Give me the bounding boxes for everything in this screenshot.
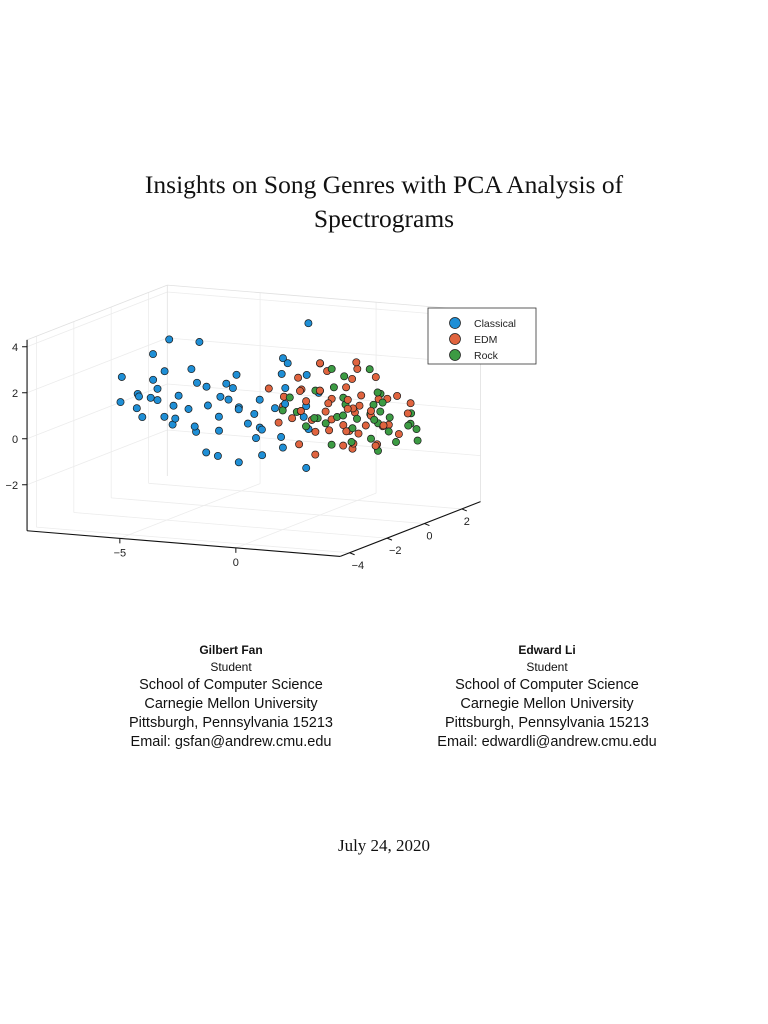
author-location: Pittsburgh, Pennsylvania 15213	[129, 715, 333, 731]
data-point-edm	[362, 422, 369, 429]
data-point-classical	[166, 336, 173, 343]
x-tick-label: 0	[232, 556, 239, 569]
y-tick-label: 0	[426, 530, 433, 543]
box-edge	[27, 285, 167, 340]
data-point-classical	[282, 400, 289, 407]
grid-line	[167, 430, 480, 456]
data-point-classical	[244, 420, 251, 427]
data-point-classical	[193, 379, 200, 386]
data-point-classical	[256, 396, 263, 403]
data-point-classical	[139, 414, 146, 421]
data-point-classical	[284, 360, 291, 367]
data-point-edm	[349, 375, 356, 382]
data-point-rock	[414, 437, 421, 444]
author-location: Pittsburgh, Pennsylvania 15213	[445, 715, 649, 731]
data-point-edm	[344, 396, 351, 403]
data-point-classical	[175, 392, 182, 399]
data-point-classical	[154, 397, 161, 404]
data-point-classical	[251, 410, 258, 417]
data-point-classical	[147, 394, 154, 401]
data-point-rock	[374, 389, 381, 396]
data-point-rock	[386, 414, 393, 421]
data-point-rock	[328, 365, 335, 372]
data-point-classical	[259, 452, 266, 459]
grid-line	[27, 430, 167, 485]
author-email[interactable]: Email: gsfan@andrew.cmu.edu	[130, 734, 332, 750]
y-tick-label: 2	[463, 515, 470, 528]
data-point-classical	[217, 393, 224, 400]
z-tick-label: 2	[11, 387, 19, 400]
data-point-classical	[215, 427, 222, 434]
data-point-classical	[203, 383, 210, 390]
data-point-edm	[295, 374, 302, 381]
data-point-edm	[380, 422, 387, 429]
data-point-classical	[214, 452, 221, 459]
data-point-edm	[289, 415, 296, 422]
data-point-edm	[316, 387, 323, 394]
data-point-classical	[135, 393, 142, 400]
data-point-edm	[358, 392, 365, 399]
data-point-edm	[312, 428, 319, 435]
data-point-rock	[392, 438, 399, 445]
title-line-2: Spectrograms	[313, 204, 455, 233]
data-point-classical	[118, 373, 125, 380]
x-tick-label: −5	[113, 547, 127, 560]
data-point-edm	[312, 451, 319, 458]
data-point-classical	[150, 376, 157, 383]
data-point-edm	[343, 384, 350, 391]
data-point-classical	[196, 338, 203, 345]
data-point-classical	[223, 380, 230, 387]
data-point-rock	[341, 373, 348, 380]
data-point-classical	[170, 402, 177, 409]
data-point-classical	[279, 444, 286, 451]
author-block-2	[397, 642, 697, 752]
grid-line	[27, 384, 167, 439]
y-axis	[340, 502, 480, 557]
data-point-classical	[252, 435, 259, 442]
data-point-classical	[215, 413, 222, 420]
data-point-classical	[225, 396, 232, 403]
data-point-classical	[204, 402, 211, 409]
grid-line	[27, 292, 167, 347]
author-role: Student	[526, 660, 568, 674]
data-point-classical	[258, 426, 265, 433]
data-point-edm	[404, 410, 411, 417]
data-point-edm	[395, 431, 402, 438]
author-university: Carnegie Mellon University	[144, 696, 318, 712]
data-point-classical	[303, 371, 310, 378]
author-school: School of Computer Science	[139, 677, 323, 693]
data-point-edm	[353, 359, 360, 366]
data-point-classical	[235, 459, 242, 466]
grid-line	[167, 384, 480, 410]
data-point-rock	[385, 428, 392, 435]
data-point-classical	[229, 385, 236, 392]
paper-date: July 24, 2020	[337, 836, 431, 855]
pca-scatter-plot	[5, 300, 580, 572]
grid-line	[27, 338, 167, 393]
data-point-edm	[322, 408, 329, 415]
grid-line	[236, 493, 376, 548]
legend-label: Rock	[474, 350, 498, 362]
legend-label: EDM	[474, 334, 498, 346]
data-point-classical	[161, 368, 168, 375]
data-point-classical	[305, 320, 312, 327]
author-block-1	[81, 642, 381, 752]
data-point-edm	[326, 427, 333, 434]
data-point-classical	[303, 464, 310, 471]
data-point-classical	[233, 371, 240, 378]
data-point-rock	[371, 416, 378, 423]
data-point-edm	[265, 385, 272, 392]
data-point-edm	[275, 419, 282, 426]
data-point-classical	[235, 406, 242, 413]
z-tick-label: −2	[5, 479, 19, 492]
legend-marker	[450, 350, 461, 361]
grid-line	[120, 484, 260, 539]
data-point-rock	[330, 384, 337, 391]
y-tick	[462, 509, 467, 511]
data-point-classical	[172, 415, 179, 422]
z-tick-label: 4	[11, 341, 19, 354]
data-point-edm	[296, 441, 303, 448]
author-name: Edward Li	[518, 643, 576, 657]
author-university: Carnegie Mellon University	[460, 696, 634, 712]
data-point-edm	[325, 400, 332, 407]
data-point-classical	[133, 405, 140, 412]
data-point-classical	[271, 405, 278, 412]
author-email[interactable]: Email: edwardli@andrew.cmu.edu	[437, 734, 657, 750]
data-point-rock	[377, 408, 384, 415]
author-name: Gilbert Fan	[199, 643, 263, 657]
data-point-edm	[344, 405, 351, 412]
data-point-edm	[372, 374, 379, 381]
data-point-rock	[311, 415, 318, 422]
data-point-classical	[117, 399, 124, 406]
author-role: Student	[210, 660, 252, 674]
legend-marker	[450, 318, 461, 329]
data-point-rock	[405, 422, 412, 429]
data-point-edm	[372, 442, 379, 449]
data-point-edm	[316, 360, 323, 367]
y-tick-label: −2	[389, 545, 402, 558]
data-point-classical	[282, 385, 289, 392]
legend-label: Classical	[474, 318, 517, 330]
data-point-classical	[188, 366, 195, 373]
data-point-edm	[340, 442, 347, 449]
title-line-1: Insights on Song Genres with PCA Analysis of	[144, 170, 624, 199]
data-point-rock	[340, 412, 347, 419]
data-point-edm	[297, 407, 304, 414]
data-point-edm	[355, 430, 362, 437]
data-point-rock	[286, 394, 293, 401]
data-point-edm	[343, 428, 350, 435]
data-point-rock	[366, 366, 373, 373]
paper-title	[0, 168, 768, 236]
data-point-rock	[348, 438, 355, 445]
data-point-classical	[191, 423, 198, 430]
data-point-classical	[154, 385, 161, 392]
data-point-rock	[302, 423, 309, 430]
box-edge	[167, 285, 480, 311]
data-point-classical	[185, 405, 192, 412]
y-tick	[387, 538, 392, 540]
data-point-classical	[278, 370, 285, 377]
data-point-rock	[413, 426, 420, 433]
data-point-rock	[353, 415, 360, 422]
y-tick	[424, 524, 429, 526]
data-point-edm	[367, 407, 374, 414]
data-point-rock	[279, 407, 286, 414]
data-point-rock	[367, 435, 374, 442]
data-point-classical	[203, 449, 210, 456]
data-point-edm	[303, 398, 310, 405]
data-point-rock	[328, 441, 335, 448]
data-point-edm	[407, 400, 414, 407]
legend-marker	[450, 334, 461, 345]
data-point-edm	[356, 402, 363, 409]
author-school: School of Computer Science	[455, 677, 639, 693]
data-point-classical	[161, 413, 168, 420]
data-point-rock	[379, 399, 386, 406]
y-tick-label: −4	[351, 559, 365, 572]
y-tick	[350, 553, 355, 555]
data-point-edm	[296, 387, 303, 394]
data-point-edm	[394, 392, 401, 399]
z-tick-label: 0	[11, 433, 19, 446]
data-point-classical	[278, 433, 285, 440]
x-axis	[27, 531, 340, 560]
data-point-classical	[149, 351, 156, 358]
data-point-edm	[354, 365, 361, 372]
